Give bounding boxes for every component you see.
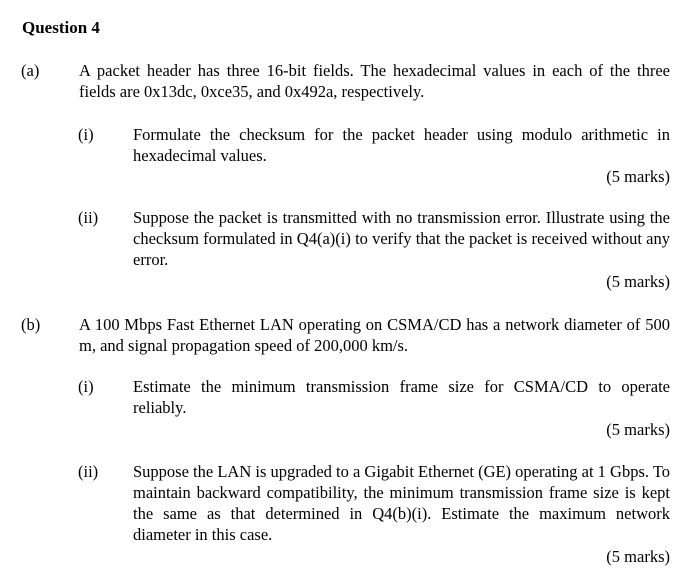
question-title: Question 4 xyxy=(22,18,100,37)
part-a-i-text: Formulate the checksum for the packet header using modulo arithmetic in hexadecimal values. xyxy=(133,125,670,165)
part-b-text: A 100 Mbps Fast Ethernet LAN operating on CSMA/CD has a network diameter of 500 m, and signal propagation speed of 200,000 km/s. xyxy=(79,315,670,355)
part-a-ii-text: Suppose the packet is transmitted with no transmission error. Illustrate using the checksum formulated in Q4(a)(i) to verify that the packet is received without any error. xyxy=(133,208,670,269)
part-b-ii-label: (ii) xyxy=(78,462,99,481)
part-b-label: (b) xyxy=(21,315,41,334)
part-a-ii-label: (ii) xyxy=(78,208,99,227)
part-a-i-marks: (5 marks) xyxy=(606,167,670,186)
part-b-i-text: Estimate the minimum transmission frame size for CSMA/CD to operate reliably. xyxy=(133,377,670,417)
part-a-ii-marks: (5 marks) xyxy=(606,272,670,291)
part-a-text: A packet header has three 16-bit fields. The hexadecimal values in each of the three fields are 0x13dc, 0xce35, and 0x492a, respectively. xyxy=(79,61,670,101)
part-a-i-label: (i) xyxy=(78,125,94,144)
part-a-label: (a) xyxy=(21,61,40,80)
part-b-i-marks: (5 marks) xyxy=(606,420,670,439)
part-b-ii-text: Suppose the LAN is upgraded to a Gigabit Ethernet (GE) operating at 1 Gbps. To maintain backward compatibility, the minimum transmission frame size is kept the same as that determined in Q4(b)(i). Estimate the maximum network diameter in this case. xyxy=(133,462,670,544)
part-b-ii-marks: (5 marks) xyxy=(606,547,670,566)
part-b-i-label: (i) xyxy=(78,377,94,396)
